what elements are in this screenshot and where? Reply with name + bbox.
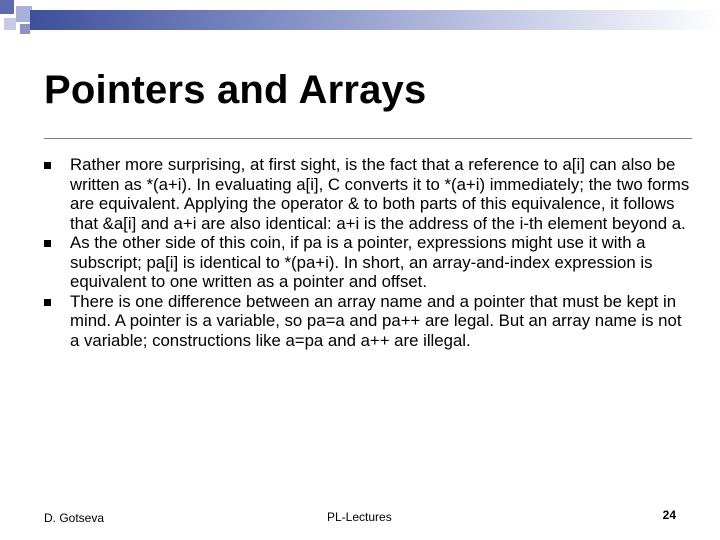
bullet-text: There is one difference between an array name and a pointer that must be kept in mind. A pointer is a variable, so pa=a and pa++ are legal. But an array name is not a variable; constructions like a=pa and a++ are illegal. <box>70 291 682 350</box>
bullet-item <box>44 155 694 233</box>
bullet-text: Rather more surprising, at first sight, is the fact that a reference to a[i] can also be written as *(a+i). In evaluating a[i], C converts it to *(a+i) immediately; the two forms are equivalent. Applying the operator & to both parts of this equivalence, it follows that &a[i] and a+i are also identical: a+i is the address of the i-th element beyond a. <box>70 155 690 233</box>
corner-square-4 <box>20 24 30 34</box>
corner-square-3 <box>4 18 16 30</box>
bullet-item <box>44 233 694 292</box>
slide-title: Pointers and Arrays <box>44 68 427 112</box>
bullet-item <box>44 292 694 351</box>
footer-course: PL-Lectures <box>327 510 392 524</box>
header-gradient-bar <box>30 10 720 30</box>
footer-author: D. Gotseva <box>44 511 105 525</box>
bullet-text: As the other side of this coin, if pa is a pointer, expressions might use it with a subscript; pa[i] is identical to *(pa+i). In short, an array-and-index expression is equivalent to one written as a pointer and offset. <box>70 233 653 291</box>
corner-square-1 <box>0 0 14 14</box>
bullet-list <box>44 155 694 350</box>
bullet-square-icon <box>44 162 51 169</box>
title-divider <box>44 138 692 139</box>
bullet-square-icon <box>44 299 51 306</box>
footer-page-number: 24 <box>662 508 676 522</box>
bullet-square-icon <box>44 240 51 247</box>
